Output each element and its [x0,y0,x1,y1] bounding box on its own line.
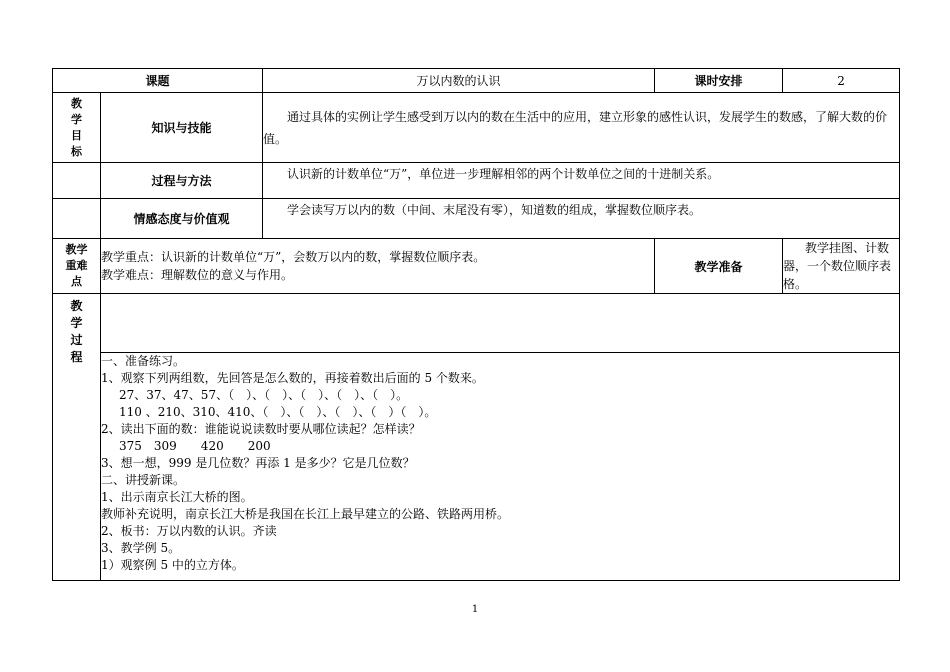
key-difficulty: 教学难点：理解数位的意义与作用。 [101,268,294,282]
blank-cell [53,199,101,239]
header-row [53,69,900,93]
objective-label-knowledge: 知识与技能 [101,93,263,163]
process-label: 教 学 过 程 [53,294,101,581]
process-line: 27、37、47、57、（ ）、（ ）、（ ）、（ ）、（ ）。 [119,388,409,402]
objective-text-emotion: 学会读写万以内的数（中间、末尾没有零），知道数的组成，掌握数位顺序表。 [263,199,900,239]
topic-value: 万以内数的认识 [263,69,655,93]
objective-row-process [53,163,900,199]
keypoints-row [53,239,900,294]
keypoints-text [101,239,655,294]
objective-row-knowledge [53,93,900,163]
objective-text-knowledge: 通过具体的实例让学生感受到万以内的数在生活中的应用，建立形象的感性认识，发展学生的数感，了解大数的价值。 [263,93,900,163]
process-line: 2、板书：万以内数的认识。齐读 [101,524,277,538]
objectives-label: 教 学 目 标 [53,93,101,163]
lesson-plan-table [52,68,900,581]
process-line: 1）观察例 5 中的立方体。 [101,558,244,572]
prep-label: 教学准备 [655,239,783,294]
process-line: 一、准备练习。 [101,354,186,368]
process-content-row [53,353,900,581]
process-content [101,353,900,581]
hours-label: 课时安排 [655,69,783,93]
page-number: 1 [471,604,479,615]
process-line: 110 、210、310、410、（ ）、（ ）、（ ）、（ ）（ ）。 [119,405,437,419]
process-header-row [53,294,900,353]
objective-label-process: 过程与方法 [101,163,263,199]
process-blank-cell [101,294,900,353]
objective-text-process: 认识新的计数单位“万”，单位进一步理解相邻的两个计数单位之间的十进制关系。 [263,163,900,199]
hours-value: 2 [783,69,900,93]
process-line: 375 309 420 200 [119,439,271,453]
process-line: 3、教学例 5。 [101,541,181,555]
objective-row-emotion [53,199,900,239]
process-line: 2、读出下面的数：谁能说说读数时要从哪位读起？怎样读？ [101,422,421,436]
process-line: 二、讲授新课。 [101,473,186,487]
objective-label-emotion: 情感态度与价值观 [101,199,263,239]
process-line: 教师补充说明，南京长江大桥是我国在长江上最早建立的公路、铁路两用桥。 [101,507,510,521]
topic-label: 课题 [53,69,263,93]
process-line: 3、想一想，999 是几位数？再添 1 是多少？它是几位数？ [101,456,415,470]
blank-cell [53,163,101,199]
key-focus: 教学重点：认识新的计数单位“万”，会数万以内的数，掌握数位顺序表。 [101,250,486,264]
process-line: 1、出示南京长江大桥的图。 [101,490,253,504]
prep-text: 教学挂图、计数器，一个数位顺序表格。 [783,239,900,294]
process-line: 1、观察下列两组数，先回答是怎么数的，再接着数出后面的 5 个数来。 [101,371,484,385]
keypoints-label: 教学 重难 点 [53,239,101,294]
